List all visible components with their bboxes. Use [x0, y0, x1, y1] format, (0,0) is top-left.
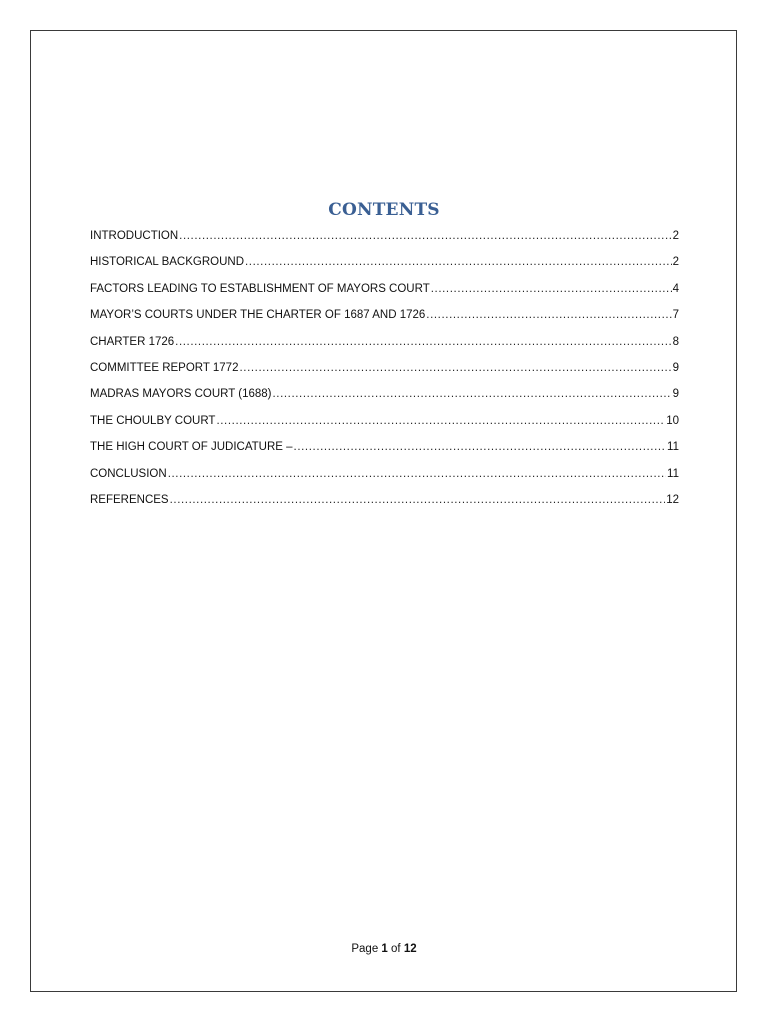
dot-leader [216, 411, 665, 431]
toc-entry-label: CONCLUSION [90, 467, 167, 480]
toc-entry-page: 7 [672, 309, 679, 322]
toc-entry-label: REFERENCES [90, 493, 169, 506]
toc-entry-factors-leading[interactable] [90, 279, 679, 305]
contents-heading: CONTENTS [328, 200, 440, 220]
toc-entry-introduction[interactable] [90, 226, 679, 252]
page-number-footer [0, 943, 768, 955]
toc-entry-label: CHARTER 1726 [90, 335, 175, 348]
toc-entry-label: HISTORICAL BACKGROUND [90, 256, 244, 269]
toc-entry-label: THE CHOULBY COURT [90, 414, 216, 427]
toc-entry-historical-background[interactable] [90, 252, 679, 278]
dot-leader [431, 279, 672, 299]
footer-page-word: Page [351, 943, 379, 955]
toc-entry-page: 9 [672, 361, 679, 374]
toc-entry-page: 10 [666, 414, 679, 427]
toc-entry-high-court[interactable] [90, 437, 679, 463]
toc-entry-label: MADRAS MAYORS COURT (1688) [90, 388, 272, 401]
toc-entry-conclusion[interactable] [90, 464, 679, 490]
toc-entry-label: COMMITTEE REPORT 1772 [90, 361, 239, 374]
toc-entry-charter-1726[interactable] [90, 332, 679, 358]
footer-total-pages: 12 [403, 943, 417, 955]
toc-entry-choulby-court[interactable] [90, 411, 679, 437]
toc-entry-page: 12 [666, 493, 679, 506]
toc-entry-committee-report[interactable] [90, 358, 679, 384]
toc-entry-page: 9 [672, 388, 679, 401]
dot-leader [179, 226, 671, 246]
toc-entry-label: FACTORS LEADING TO ESTABLISHMENT OF MAYORS COURT [90, 282, 430, 295]
dot-leader [272, 384, 671, 404]
toc-entry-page: 2 [672, 256, 679, 269]
table-of-contents [90, 226, 679, 516]
dot-leader [294, 437, 667, 457]
toc-entry-mayors-courts-charter[interactable] [90, 305, 679, 331]
toc-entry-page: 8 [672, 335, 679, 348]
dot-leader [245, 252, 672, 272]
toc-entry-references[interactable] [90, 490, 679, 516]
dot-leader [426, 305, 671, 325]
dot-leader [168, 464, 666, 484]
toc-entry-page: 11 [667, 441, 679, 454]
toc-entry-label: INTRODUCTION [90, 230, 179, 242]
dot-leader [170, 490, 666, 510]
dot-leader [175, 332, 671, 352]
toc-entry-page: 11 [667, 467, 679, 480]
toc-entry-label: MAYOR’S COURTS UNDER THE CHARTER OF 1687 AND 1726 [90, 309, 426, 322]
dot-leader [239, 358, 671, 378]
footer-of-word: of [391, 943, 401, 955]
footer-current-page: 1 [381, 943, 388, 955]
toc-entry-page: 2 [672, 230, 679, 242]
toc-entry-label: THE HIGH COURT OF JUDICATURE – [90, 441, 293, 454]
toc-entry-page: 4 [672, 282, 679, 295]
toc-entry-madras-mayors-court[interactable] [90, 384, 679, 410]
